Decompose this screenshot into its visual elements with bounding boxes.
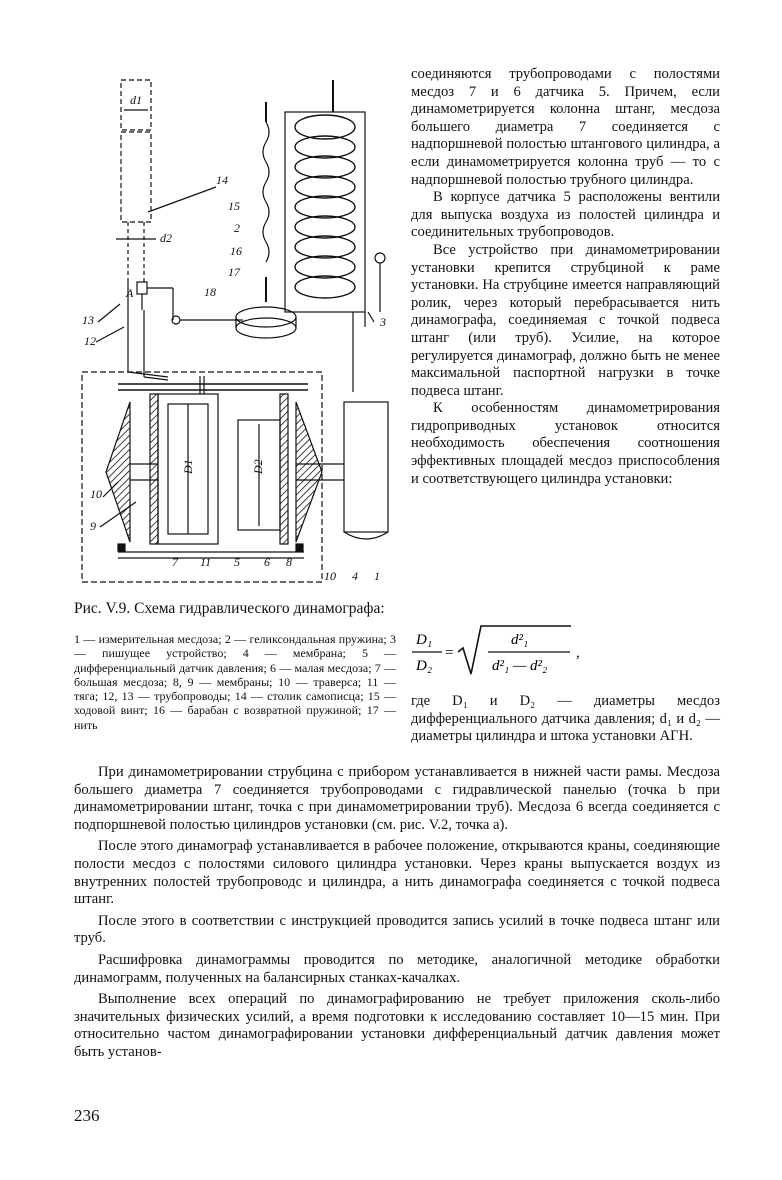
label-1: 1 <box>374 569 380 583</box>
figure-caption-legend: 1 — измерительная месдоза; 2 — геликсондальная пружина; 3 — пишущее устройство; 4 — мембрана; 5 — дифференциальный датчик давления; 6 — малая месдоза; 7 — большая месдоза; 8, 9 — мембраны; 10 — траверса; 11 — тяга; 12, 13 — трубопроводы; 14 — столик самописца; 15 — ходовой винт; 16 — барабан с возвратной пружиной; 17 — нить <box>74 632 396 732</box>
formula-lhs-numerator: D₁ <box>416 632 433 648</box>
body-text <box>74 764 720 1066</box>
paragraph: После этого динамограф устанавливается в рабочее положение, открываются краны, соединяющие полости месдоз с полостями силового цилиндра установки. Через краны выпускается воздух из внутренних полостей трубопроводс и цилиндра, а нить динамографа соединяется с точкой подвеса штанг. <box>74 838 720 908</box>
paragraph: Все устройство при динамометрировании установки крепится струбциной к раме установки. На струбцине имеется направляющий ролик, через который перебрасывается нить динамографа, соединяемая с точкой подвеса штанг (или труб). Усилие, на которое регулируется динамограф, должно быть не менее максимальной паспортной нагрузки в точке подвеса штанг. <box>411 241 720 399</box>
label-14: 14 <box>216 173 228 187</box>
formula-explanation: где D₁ и D₂ — диаметры месдоз дифференциального датчика давления; d₁ и d₂ — диаметры цилиндра и штока установки АГН. <box>411 693 720 745</box>
paragraph: В корпусе датчика 5 расположены вентили для выпуска воздуха из полостей цилиндра и соединительных трубопроводов. <box>411 189 720 241</box>
figure-caption-title: Рис. V.9. Схема гидравлического динамографа: <box>74 600 385 617</box>
label-9: 9 <box>90 519 96 533</box>
paragraph: При динамометрировании струбцина с прибором устанавливается в нижней части рамы. Месдоза большего диаметра 7 соединяется трубопроводами с гидравлической панелью (точка b при динамометрировании штанг, точка c при динамометрировании труб). Месдоза 6 всегда соединяется с подпоршневой полостью цилиндров установки (см. рис. V.2, точка a). <box>74 764 720 833</box>
label-6: 6 <box>264 555 270 569</box>
formula-rhs-denominator: d²₁ — d²₂ <box>492 658 548 674</box>
label-d1: d1 <box>130 93 142 107</box>
right-column-text <box>411 66 720 488</box>
label-11: 11 <box>200 555 212 569</box>
formula-rhs-numerator: d²₁ <box>511 632 529 648</box>
label-16: 16 <box>230 244 242 258</box>
label-17: 17 <box>228 265 240 279</box>
paragraph: Выполнение всех операций по динамографированию не требует приложения сколь-либо значительных физических усилий, а время подготовки к исследованию составляет 10—15 мин. При относительно частом динамографировании установки дифференциальный датчик давления может быть установ- <box>74 991 720 1060</box>
label-5: 5 <box>234 555 240 569</box>
label-7: 7 <box>172 555 178 569</box>
label-4: 4 <box>352 569 358 583</box>
hydraulic-dynamograph-diagram <box>68 72 400 592</box>
label-13: 13 <box>82 313 94 327</box>
label-3: 3 <box>380 315 386 329</box>
label-18: 18 <box>204 285 216 299</box>
formula-comma: , <box>576 645 580 661</box>
formula-lhs-denominator: D₂ <box>416 658 433 674</box>
label-15: 15 <box>228 199 240 213</box>
label-10-right: 10 <box>324 569 336 583</box>
label-12: 12 <box>84 334 96 348</box>
paragraph: соединяются трубопроводами с полостями месдоз 7 и 6 датчика 5. Причем, если динамометрируется колонна штанг, месдоза большего диаметра 7 соединяется с надпоршневой полостью штангового цилиндра, а если динамометрируется колонна труб — то с надпоршневой полостью трубного цилиндра. <box>411 66 720 188</box>
page-number: 236 <box>74 1106 100 1125</box>
label-D1: D1 <box>181 459 195 474</box>
label-10-left: 10 <box>90 487 102 501</box>
formula-equals: = <box>445 645 454 661</box>
paragraph: Расшифровка динамограммы проводится по методике, аналогичной методике обработки динамограмм, полученных на балансирных станках-качалках. <box>74 951 720 986</box>
label-d2: d2 <box>160 231 172 245</box>
label-2: 2 <box>234 221 240 235</box>
paragraph: К особенностям динамометрирования гидроприводных установок относится необходимость обеспечения соотношения эффективных площадей месдоз приспособления и соответствующего цилиндра установки: <box>411 400 720 487</box>
label-A: A <box>126 286 134 300</box>
label-8: 8 <box>286 555 292 569</box>
formula <box>408 622 718 682</box>
label-D2: D2 <box>251 459 265 474</box>
paragraph: После этого в соответствии с инструкцией проводится запись усилий в точке подвеса штанг или труб. <box>74 912 720 947</box>
